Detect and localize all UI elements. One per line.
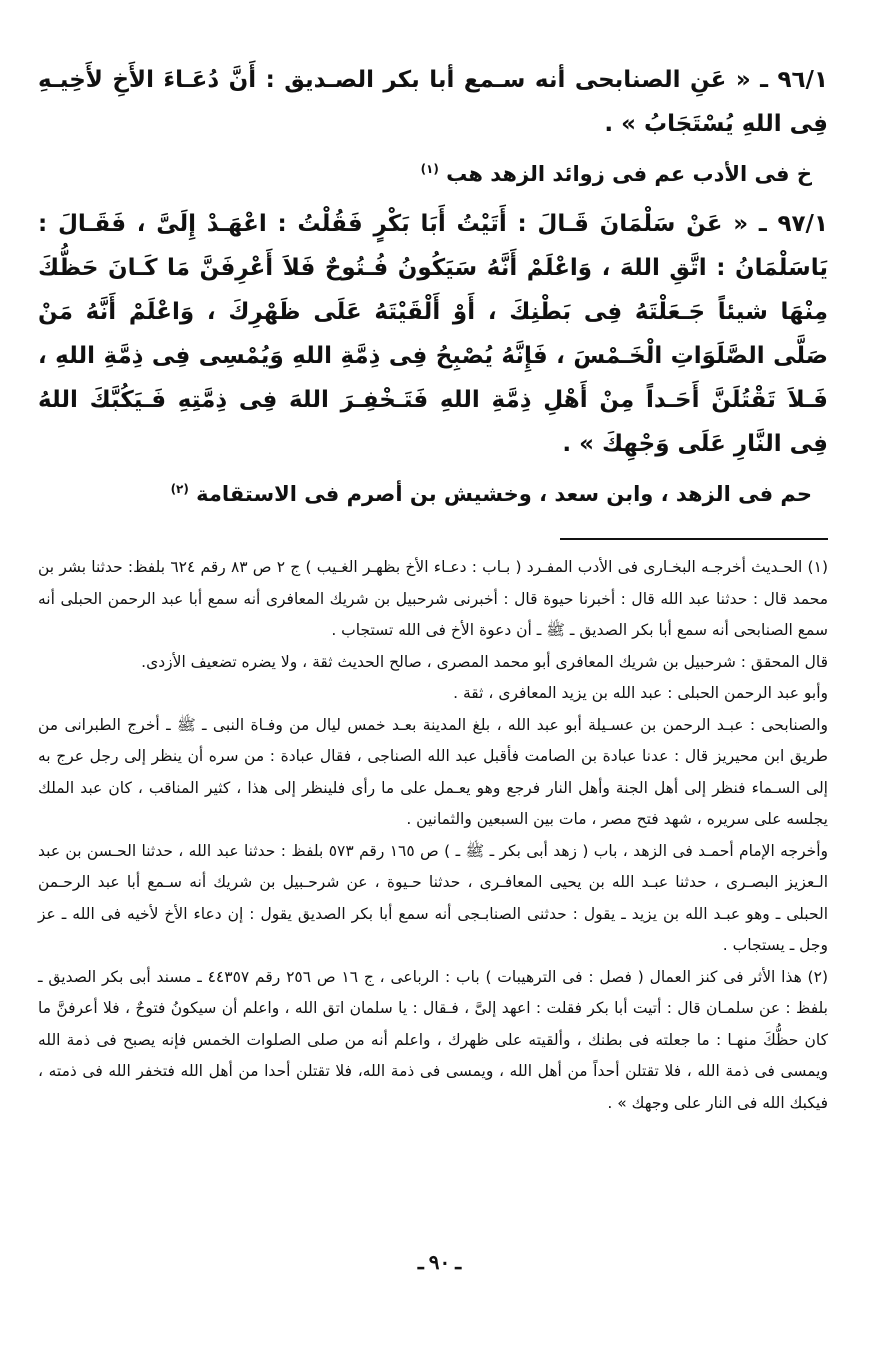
footnote-1-para: والصنابحى : عبـد الرحمن بن عسـيلة أبو عبد الله ، بلغ المدينة بعـد خمس ليال من وفـاة النبى ـ ﷺ ـ أخرج الطبرانى من طريق ابن محيريز قال : عدنا عبادة بن الصامت فأقبل عبد الله الصناجى ، فقال عبادة : من سره أن ينظر إلى رجل عرج به إلى السـماء فنظر إلى أهل الجنة وأهل النار فرجع وهو يعـمل على ما رأى فلينظر إلى هذا ، كثير المناقب ، كان عبد الملك يجلسه على سريره ، شهد فتح مصر ، مات بين السبعين والثمانين .	[38, 715, 828, 828]
footnote-1-para: قال المحقق : شرحبيل بن شريك المعافرى أبو محمد المصرى ، صالح الحديث ثقة ، ولا يضره تضعيف الأزدى.	[141, 652, 828, 671]
footnotes	[38, 552, 828, 1119]
footnote-1-para: (١) الحـديث أخرجـه البخـارى فى الأدب المفـرد ( بـاب : دعـاء الأخ بظهـر الغـيب ) ج ٢ ص ٨٣ رقم ٦٢٤ بلفظ: حدثنا بشر بن محمد قال : حدثنا عبد الله قال : أخبرنا حيوة قال : أخبرنى شرحبيل بن شريك المعافرى أنه سمع أبا عبد الرحمن الحبلى أنه سمع الصنابحى أنه سمع أبا بكر الصديق ـ ﷺ ـ أن دعوة الأخ فى الله تستجاب .	[38, 558, 828, 639]
hadith-97-source	[38, 472, 828, 516]
footnote-ref-2[interactable]: (٢)	[170, 482, 189, 496]
footnote-2-para: (٢) هذا الأثر فى كنز العمال ( فصل : فى الترهيبات ) باب : الرباعى ، ج ١٦ ص ٢٥٦ رقم ٤٤٣٥٧ ـ مسند أبى بكر الصديق ـ بلفظ : عن سلمـان قال : أتيت أبا بكر فقلت : اعهد إلىَّ ، فـقال : يا سلمان اتق الله ، واعلم أن سيكونُ فتوحٌ ، فلا أعرفنَّ ما كان حظُّكَ منهـا : ما جعلته فى بطنك ، وألقيته على ظهرك ، واعلم أنه من صلى الصلوات الخمس فإنه يصبح فى ذمة الله ويمسى فى ذمة الله ، فلا تقتلن أحداً من أهل الله ، ويمسى فى ذمة الله، فلا تقتلن أحدا من أهل الله فتخفر الله فى ذمته ، فيكبك الله فى النار على وجهك » .	[38, 967, 828, 1112]
hadith-96-source	[38, 152, 828, 196]
hadith-96: ٩٦/١ ـ « عَنِ الصنابحى أنه سـمع أبا بكر الصـديق : أَنَّ دُعَـاءَ الأَخِ لأَخِيـهِ فِى اللهِ يُسْتَجَابُ » .	[38, 67, 828, 137]
hadith-96-source-text: خ فى الأدب عم فى زوائد الزهد هب	[446, 162, 812, 186]
page-number: ـ ٩٠ ـ	[417, 1252, 462, 1274]
footnote-divider	[560, 538, 828, 540]
footnote-1-para: وأخرجه الإمام أحمـد فى الزهد ، باب ( زهد أبى بكر ـ ﷺ ـ ) ص ١٦٥ رقم ٥٧٣ بلفظ : حدثنا عبد الله ، حدثنا الحـسن بن عبد الـعزيز البصـرى ، حدثنا عبـد الله بن يحيى المعافـرى ، حدثنا حـيوة ، عن شرحـبيل بن شريك أنه سـمع أبا عبد الرحـمن الحبلى ـ وهو عبـد الله بن يزيد ـ يقول : حدثنى الصنابـجى أنه سمع أبا بكر الصديق يقول : إن دعاء الأخ لأخيه فى الله ـ عز وجل ـ يستجاب .	[38, 841, 828, 954]
hadith-97: ٩٧/١ ـ « عَنْ سَلْمَانَ قَـالَ : أَتَيْتُ أَبَا بَكْرٍ فَقُلْتُ : اعْهَـدْ إِلَىَّ ، فَقَـالَ : يَاسَلْمَانُ : اتَّقِ اللهَ ، وَاعْلَمْ أَنَّهُ سَيَكُونُ فُـتُوحٌ فَلاَ أَعْرِفَنَّ مَا كَـانَ حَظُّكَ مِنْهَا شيئاً جَـعَلْتَهُ فِى بَطْنِكَ ، أَوْ أَلْقَيْتَهُ عَلَى ظَهْرِكَ ، وَاعْلَمْ أَنَّهُ مَنْ صَلَّى الصَّلَوَاتِ الْخَـمْسَ ، فَإِنَّهُ يُصْبِحُ فِى ذِمَّةِ اللهِ وَيُمْسِى فِى ذِمَّةِ اللهِ ، فَـلاَ تَقْتُلَنَّ أَحَـداً مِنْ أَهْلِ ذِمَّةِ اللهِ فَتَـخْفِـرَ اللهَ فِى ذِمَّتِهِ فَـيَكُبَّكَ اللهُ فِى النَّارِ عَلَى وَجْهِكَ » .	[38, 211, 828, 457]
main-text	[38, 58, 828, 516]
footnote-ref-1[interactable]: (١)	[420, 162, 439, 176]
footnote-1-para: وأبو عبد الرحمن الحبلى : عبد الله بن يزيد المعافرى ، ثقة .	[453, 684, 828, 702]
hadith-97-source-text: حم فى الزهد ، وابن سعد ، وخشيش بن أصرم فى الاستقامة	[196, 482, 812, 506]
document-page	[38, 58, 828, 1328]
